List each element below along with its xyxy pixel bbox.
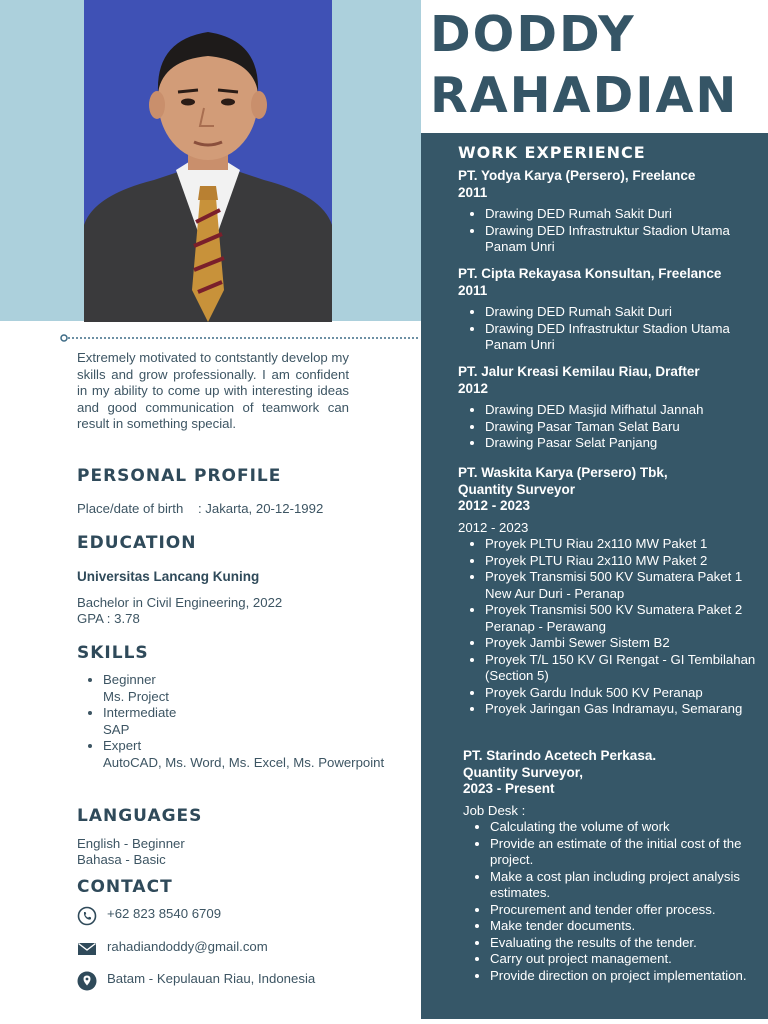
list-item: • Evaluating the results of the tender. <box>490 935 763 952</box>
list-item: • Proyek T/L 150 KV GI Rengat - GI Tembilahan (Section 5) <box>485 652 758 685</box>
profile-photo <box>84 0 332 322</box>
job-entry <box>458 364 758 452</box>
section-divider <box>60 334 420 342</box>
job-tasks <box>458 536 758 718</box>
language-item: Bahasa - Basic <box>77 852 166 867</box>
contact-heading: CONTACT <box>77 877 173 897</box>
work-experience-heading: WORK EXPERIENCE <box>458 143 646 162</box>
list-item: • Provide an estimate of the initial cost of the project. <box>490 836 763 869</box>
first-name: DODDY <box>430 6 636 63</box>
education-gpa: GPA : 3.78 <box>77 611 140 626</box>
list-item: • Calculating the volume of work <box>490 819 763 836</box>
job-role: PT. Cipta Rekayasa Konsultan, Freelance 2011 <box>458 266 722 298</box>
contact-phone <box>77 906 337 926</box>
skill-item: • Intermediate SAP <box>103 705 403 738</box>
job-role: PT. Waskita Karya (Persero) Tbk, Quantity Surveyor 2012 - 2023 <box>458 465 668 513</box>
email-address[interactable]: rahadiandoddy@gmail.com <box>107 939 268 954</box>
phone-icon <box>77 906 97 926</box>
list-item: • Proyek Transmisi 500 KV Sumatera Paket 1 New Aur Duri - Peranap <box>485 569 758 602</box>
list-item: • Drawing DED Rumah Sakit Duri <box>485 206 758 223</box>
job-tasks <box>458 304 758 354</box>
skills-list <box>77 672 403 771</box>
job-role: PT. Starindo Acetech Perkasa. Quantity Surveyor, 2023 - Present <box>463 748 657 796</box>
job-desk-label: Job Desk : <box>463 802 526 818</box>
languages-heading: LANGUAGES <box>77 806 203 826</box>
list-item: • Drawing Pasar Taman Selat Baru <box>485 419 758 436</box>
job-entry <box>458 465 758 718</box>
phone-number[interactable]: +62 823 8540 6709 <box>107 906 222 921</box>
list-item: • Proyek Transmisi 500 KV Sumatera Paket 2 Peranap - Perawang <box>485 602 758 635</box>
job-role: PT. Yodya Karya (Persero), Freelance 2011 <box>458 168 696 200</box>
education-heading: EDUCATION <box>77 533 197 553</box>
list-item: • Proyek PLTU Riau 2x110 MW Paket 1 <box>485 536 758 553</box>
list-item: • Drawing DED Infrastruktur Stadion Utama Panam Unri <box>485 321 758 354</box>
envelope-icon <box>77 939 97 959</box>
list-item: • Proyek Jaringan Gas Indramayu, Semarang <box>485 701 758 718</box>
list-item: • Drawing DED Rumah Sakit Duri <box>485 304 758 321</box>
list-item: • Procurement and tender offer process. <box>490 902 763 919</box>
list-item: • Provide direction on project implementation. <box>490 968 763 985</box>
intro-summary: Extremely motivated to contstantly develop my skills and grow professionally. I am confident in my ability to come up with interesting ideas and good communication of teamwork can result in something special. <box>77 350 349 431</box>
contact-address <box>77 971 337 991</box>
job-entry <box>463 748 763 984</box>
job-tasks <box>463 819 763 984</box>
birth-info: Place/date of birth : Jakarta, 20-12-1992 <box>77 501 324 516</box>
map-pin-icon <box>77 971 97 991</box>
list-item: • Make a cost plan including project analysis estimates. <box>490 869 763 902</box>
job-entry <box>458 266 758 354</box>
job-period: 2012 - 2023 <box>458 519 529 535</box>
skills-heading: SKILLS <box>77 643 149 663</box>
skill-item: • Beginner Ms. Project <box>103 672 403 705</box>
skill-item: • Expert AutoCAD, Ms. Word, Ms. Excel, Ms. Powerpoint <box>103 738 403 771</box>
personal-profile-heading: PERSONAL PROFILE <box>77 466 282 486</box>
job-entry <box>458 168 758 256</box>
language-item: English - Beginner <box>77 836 185 851</box>
list-item: • Make tender documents. <box>490 918 763 935</box>
work-experience-panel <box>421 133 768 1019</box>
job-tasks <box>458 402 758 452</box>
list-item: • Drawing DED Masjid Mifhatul Jannah <box>485 402 758 419</box>
candidate-name <box>430 4 768 126</box>
last-name: RAHADIAN <box>430 67 739 124</box>
list-item: • Drawing Pasar Selat Panjang <box>485 435 758 452</box>
job-tasks <box>458 206 758 256</box>
education-degree: Bachelor in Civil Engineering, 2022 <box>77 595 283 610</box>
list-item: • Proyek Jambi Sewer Sistem B2 <box>485 635 758 652</box>
list-item: • Drawing DED Infrastruktur Stadion Utama Panam Unri <box>485 223 758 256</box>
address: Batam - Kepulauan Riau, Indonesia <box>107 971 316 986</box>
contact-email <box>77 939 337 959</box>
job-role: PT. Jalur Kreasi Kemilau Riau, Drafter 2012 <box>458 364 700 396</box>
list-item: • Proyek PLTU Riau 2x110 MW Paket 2 <box>485 553 758 570</box>
education-school: Universitas Lancang Kuning <box>77 569 260 584</box>
list-item: • Proyek Gardu Induk 500 KV Peranap <box>485 685 758 702</box>
list-item: • Carry out project management. <box>490 951 763 968</box>
